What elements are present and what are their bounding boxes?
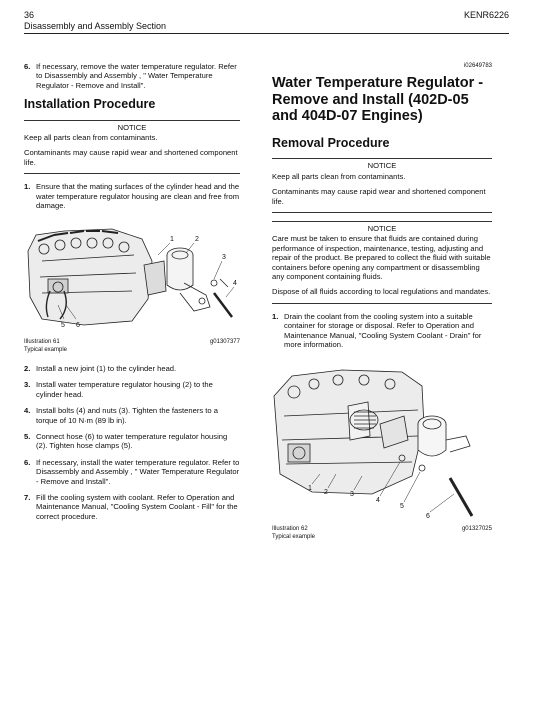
step-number: 6. — [24, 62, 31, 71]
notice-label: NOTICE — [24, 120, 240, 132]
installation-heading: Installation Procedure — [24, 97, 156, 112]
step-text: Install a new joint (1) to the cylinder head. — [36, 363, 177, 373]
step-number: 2. — [24, 363, 31, 373]
callout-5: 5 — [61, 322, 65, 330]
step-number: 1. — [272, 311, 279, 321]
step-number: 3. — [24, 380, 31, 390]
callout-1: 1 — [308, 485, 312, 493]
callout-4: 4 — [376, 497, 380, 505]
step-number: 1. — [24, 182, 31, 192]
illustration-caption: Typical example — [272, 533, 316, 540]
illustration-caption: Typical example — [24, 346, 68, 353]
callout-4: 4 — [233, 280, 237, 288]
callout-2: 2 — [195, 236, 199, 244]
illustration-62-figure — [272, 366, 490, 520]
step-6-remove — [24, 62, 240, 90]
callout-6: 6 — [76, 322, 80, 330]
callout-3: 3 — [222, 254, 226, 262]
notice-text: Dispose of all fluids according to local regulations and mandates. — [272, 287, 491, 297]
notice-label: NOTICE — [272, 221, 492, 233]
step-number: 4. — [24, 406, 31, 416]
header-rule — [24, 33, 509, 34]
step-text: Install bolts (4) and nuts (3). Tighten the fasteners to a torque of 10 N·m (89 lb in). — [36, 406, 218, 425]
step-number: 6. — [24, 457, 31, 467]
installation-step — [24, 364, 240, 373]
callout-5: 5 — [400, 503, 404, 511]
notice-text: Contaminants may cause rapid wear and shortened component life. — [24, 148, 238, 167]
step-text: If necessary, install the water temperature regulator. Refer to Disassembly and Assembly , " Water Temperature Regulator - Remove and Install". — [36, 457, 240, 486]
document-id: i02649783 — [463, 63, 492, 69]
step-1-drain — [272, 312, 492, 350]
illustration-label: Illustration 61 — [24, 338, 60, 345]
right-column — [272, 62, 492, 551]
illustration-label: Illustration 62 — [272, 525, 308, 532]
removal-heading: Removal Procedure — [272, 135, 390, 150]
installation-step — [24, 458, 240, 486]
notice-text: Contaminants may cause rapid wear and shortened component life. — [272, 187, 486, 206]
section-title: Disassembly and Assembly Section — [24, 21, 167, 31]
step-text: Install water temperature regulator housing (2) to the cylinder head. — [36, 380, 213, 399]
callout-6: 6 — [426, 513, 430, 521]
page-number: 36 — [24, 10, 35, 20]
notice-text: Keep all parts clean from contaminants. — [272, 171, 406, 181]
step-text: Drain the coolant from the cooling system into a suitable container for storage or disposal. Refer to Operation and Maintenance Manual, "Cooling System Coolant - Drain" for more information. — [284, 311, 482, 349]
illustration-62-caption-row — [272, 525, 492, 533]
notice-text: Keep all parts clean from contaminants. — [24, 133, 158, 143]
callout-1: 1 — [170, 236, 174, 244]
step-text: If necessary, remove the water temperature regulator. Refer to Disassembly and Assembly , " Water Temperature Regulator - Remove and Install". — [36, 62, 237, 90]
illustration-code: g01327025 — [461, 525, 492, 532]
left-column — [24, 62, 240, 528]
installation-step — [24, 493, 240, 521]
installation-step — [24, 380, 240, 399]
installation-step — [24, 406, 240, 425]
step-text: Fill the cooling system with coolant. Refer to Operation and Maintenance Manual, "Cooling System Coolant - Fill" for the correct procedure. — [36, 492, 238, 521]
step-text: Ensure that the mating surfaces of the cylinder head and the water temperature regulator housing are clean and free from damage. — [36, 182, 240, 211]
installation-steps — [24, 364, 240, 521]
callout-2: 2 — [324, 489, 328, 497]
page-title: Water Temperature Regulator - Remove and Install (402D-05 and 404D-07 Engines) — [272, 75, 484, 125]
document-code: KENR6226 — [463, 10, 509, 20]
illustration-61-figure — [24, 221, 240, 333]
step-1-install — [24, 182, 240, 210]
notice-rule — [24, 173, 240, 174]
callout-3: 3 — [350, 491, 354, 499]
installation-step — [24, 432, 240, 451]
step-number: 5. — [24, 431, 31, 441]
notice-rule — [272, 303, 492, 304]
notice-rule — [272, 212, 492, 213]
illustration-61-caption-row — [24, 338, 240, 346]
notice-label: NOTICE — [272, 158, 492, 170]
notice-text: Care must be taken to ensure that fluids are contained during performance of inspection, maintenance, testing, adjusting and repair of the product. Be prepared to collect the fluid with suitable containers before opening any compartment or disassembling any component containing fluids. — [272, 234, 491, 281]
illustration-code: g01307377 — [209, 338, 240, 345]
step-text: Connect hose (6) to water temperature regulator housing (2). Tighten hose clamps (5). — [36, 431, 228, 451]
step-number: 7. — [24, 492, 31, 502]
